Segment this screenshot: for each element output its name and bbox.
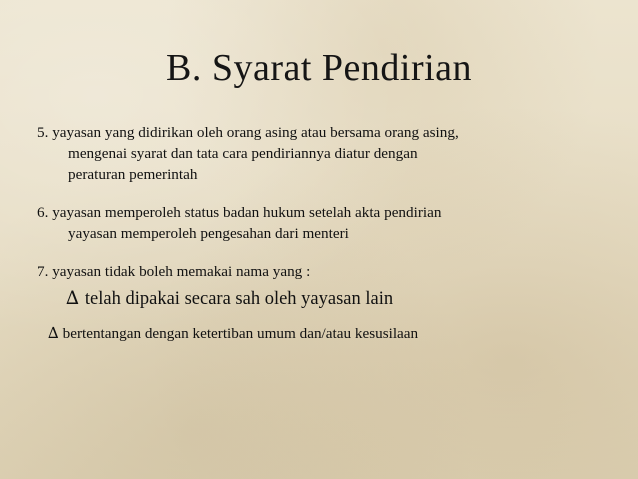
point-5-line-2: mengenai syarat dan tata cara pendiriannya diatur dengan: [68, 145, 418, 162]
point-7: [37, 261, 310, 282]
sub-item-1: [66, 288, 393, 310]
point-6-line-1: 6. yayasan memperoleh status badan hukum setelah akta pendirian: [37, 204, 442, 221]
point-6: [37, 202, 441, 244]
point-7-line-1: 7. yayasan tidak boleh memakai nama yang :: [37, 263, 311, 280]
point-6-line-2: yayasan memperoleh pengesahan dari menteri: [68, 225, 349, 242]
sub-item-1-text: telah dipakai secara sah oleh yayasan lain: [84, 289, 394, 309]
point-5-line-1: 5. yayasan yang didirikan oleh orang asing atau bersama orang asing,: [37, 124, 459, 141]
delta-bullet-icon: ∆: [66, 288, 79, 309]
point-5-line-3: peraturan pemerintah: [68, 166, 198, 183]
sub-item-2: [48, 324, 418, 343]
point-5: [37, 122, 459, 185]
slide-title: B. Syarat Pendirian: [165, 47, 473, 89]
sub-item-2-text: bertentangan dengan ketertiban umum dan/atau kesusilaan: [62, 325, 419, 342]
delta-bullet-icon: ∆: [48, 324, 59, 342]
